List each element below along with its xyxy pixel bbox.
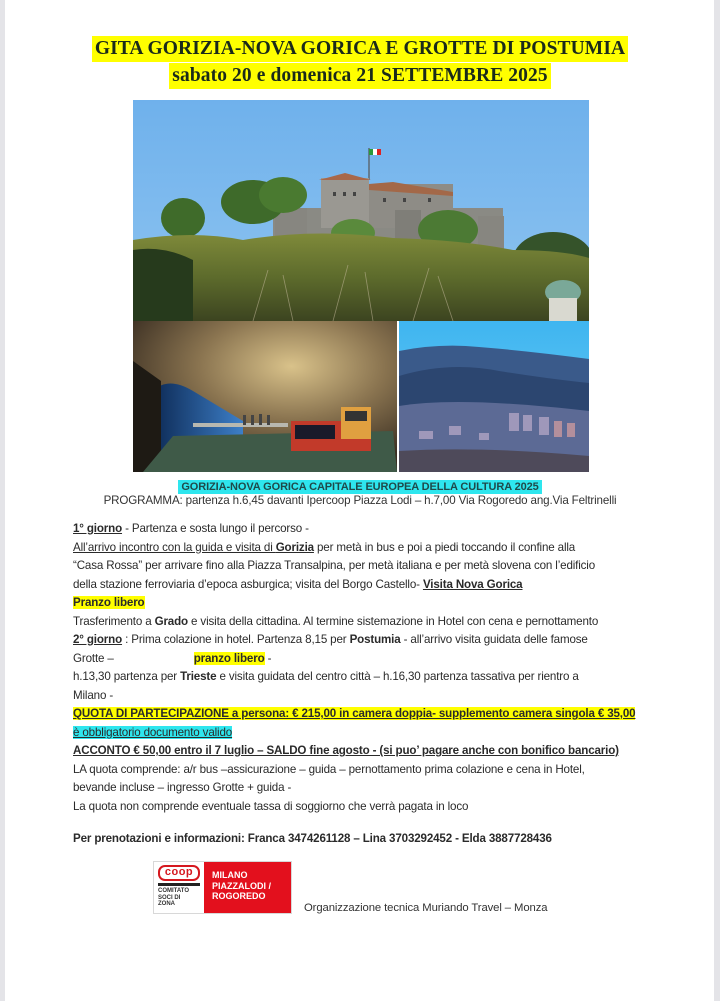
postumia-text: Postumia xyxy=(349,633,401,646)
day1-line6-b: e visita della cittadina. Al termine sistemazione in Hotel con cena e pernottamento xyxy=(187,614,599,628)
day2-line3-a: h.13,30 partenza per xyxy=(73,670,181,683)
day2-line1-a: : Prima colazione in hotel. Partenza 8,15 per xyxy=(122,633,350,646)
acconto-text: ACCONTO € 50,00 entro il 7 luglio – SALDO fine agosto - (si puo’ pagare anche con bonifico bancario) xyxy=(73,744,619,757)
city-photo xyxy=(399,321,589,472)
day2-line3-b: e visita guidata del centro città – h.16,30 partenza tassativa per rientro a xyxy=(216,670,579,683)
day2-line2 xyxy=(73,650,673,669)
acconto-line xyxy=(73,742,673,761)
pranzo-libero-1: Pranzo libero xyxy=(73,596,145,609)
day2-line4: Milano - xyxy=(73,688,114,702)
day2-label: 2° giorno xyxy=(73,633,123,646)
programma-line: PROGRAMMA: partenza h.6,45 davanti Ipercoop Piazza Lodi – h.7,00 Via Rogoredo ang.Via Feltrinelli xyxy=(103,494,617,507)
gorizia-text: Gorizia xyxy=(275,540,314,554)
documento-line xyxy=(73,724,673,743)
day1-label: 1° giorno xyxy=(73,522,123,535)
cave-photo xyxy=(133,321,397,472)
comprende-line-1: LA quota comprende: a/r bus –assicurazione – guida – pernottamento prima colazione e cena in Hotel, xyxy=(73,762,585,776)
coop-bar xyxy=(158,883,200,886)
coop-brand: coop xyxy=(158,865,200,881)
coop-zone: MILANO PIAZZALODI / ROGOREDO xyxy=(204,862,291,913)
day2-line1 xyxy=(73,631,673,650)
day1-arrival-text: All’arrivo incontro con la guida e visita di xyxy=(73,540,276,554)
comprende-line-2: bevande incluse – ingresso Grotte + guida - xyxy=(73,781,292,794)
day1-line6-a: Trasferimento a xyxy=(73,614,155,628)
quota-text: QUOTA DI PARTECIPAZIONE a persona: € 215,00 in camera doppia- supplemento camera singola € 35,00 xyxy=(73,707,636,720)
culture-capital-caption xyxy=(0,477,720,495)
non-comprende-line: La quota non comprende eventuale tassa di soggiorno che verrà pagata in loco xyxy=(73,799,469,813)
day1-lunch xyxy=(73,594,673,613)
organizer-line: Organizzazione tecnica Muriando Travel – Monza xyxy=(304,902,548,914)
coop-logo-left xyxy=(154,862,204,913)
castle-photo xyxy=(133,100,589,321)
day1-line2-rest: per metà in bus e poi a piedi toccando il confine alla xyxy=(313,540,576,554)
documento-text: è obbligatorio documento valido xyxy=(73,725,233,739)
day1-line6 xyxy=(73,613,673,632)
title-line-1: GITA GORIZIA-NOVA GORICA E GROTTE DI POSTUMIA xyxy=(92,36,628,62)
visita-nova-gorica-text: Visita Nova Gorica xyxy=(422,577,523,591)
day2-line1-b: - all’arrivo visita guidata delle famose xyxy=(400,633,588,646)
title-line-2: sabato 20 e domenica 21 SETTEMBRE 2025 xyxy=(169,63,550,89)
day1-line2 xyxy=(73,539,673,558)
quota-line xyxy=(73,705,673,724)
grado-text: Grado xyxy=(154,614,188,628)
coop-committee: COMITATO SOCI DI ZONA xyxy=(158,888,189,907)
day1-intro xyxy=(73,520,673,539)
program-details xyxy=(73,520,673,816)
contacts-line: Per prenotazioni e informazioni: Franca 3474261128 – Lina 3703292452 - Elda 3887728436 xyxy=(73,832,552,845)
day1-line3: “Casa Rossa” per arrivare fino alla Piazza Transalpina, per metà italiana e per metà slovena con l’edificio xyxy=(73,559,596,572)
pranzo-libero-2: pranzo libero xyxy=(193,651,265,665)
trieste-text: Trieste xyxy=(180,670,217,683)
day2-line3 xyxy=(73,668,673,687)
coop-logo xyxy=(153,861,292,914)
day1-line4 xyxy=(73,576,673,595)
day2-grotte: Grotte – xyxy=(73,651,114,665)
day1-intro-text: - Partenza e sosta lungo il percorso - xyxy=(122,522,309,535)
caption-text: GORIZIA-NOVA GORICA CAPITALE EUROPEA DELLA CULTURA 2025 xyxy=(178,480,541,494)
day1-line4-text: della stazione ferroviaria d’epoca asburgica; visita del Borgo Castello- xyxy=(73,577,423,591)
day2-line2-b: - xyxy=(264,651,272,665)
flyer-title xyxy=(0,36,720,90)
